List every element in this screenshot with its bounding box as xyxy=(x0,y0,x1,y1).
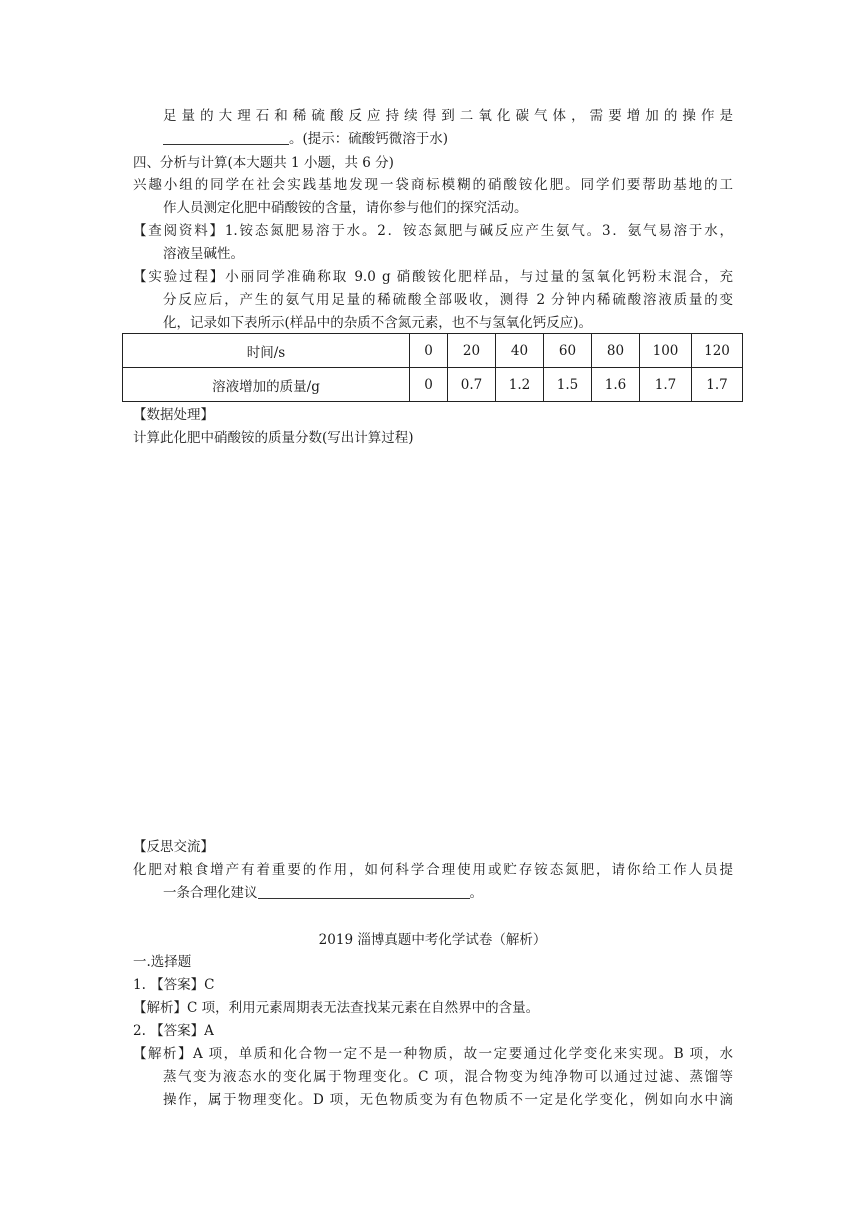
table-cell: 1.7 xyxy=(692,368,743,402)
table-cell: 1.2 xyxy=(496,368,544,402)
reference-text-line: 溶液呈碱性。 xyxy=(163,246,244,262)
table-row xyxy=(123,334,743,368)
question-text-line: 足量的大理石和稀硫酸反应持续得到二氧化碳气体，需要增加的操作是 xyxy=(163,108,733,124)
table-cell: 120 xyxy=(692,334,743,368)
reflect-text-line xyxy=(163,883,483,903)
table-cell: 100 xyxy=(640,334,692,368)
answer-line: 2. 【答案】A xyxy=(133,1023,214,1039)
reference-text-line: 【查阅资料】1.铵态氮肥易溶于水。2．铵态氮肥与碱反应产生氨气。3．氨气易溶于水， xyxy=(133,223,733,239)
answers-section-heading: 一.选择题 xyxy=(133,954,192,970)
subsection-heading: 【反思交流】 xyxy=(133,839,214,855)
answer-blank[interactable] xyxy=(258,884,470,899)
reflect-prefix: 一条合理化建议 xyxy=(163,885,258,901)
table-cell: 40 xyxy=(496,334,544,368)
table-cell: 1.6 xyxy=(592,368,640,402)
analysis-line: 【解析】C 项，利用元素周期表无法查找某元素在自然界中的含量。 xyxy=(133,1000,540,1016)
row-header: 溶液增加的质量/g xyxy=(123,368,410,402)
answer-workspace[interactable] xyxy=(133,455,733,830)
table-cell: 0.7 xyxy=(448,368,496,402)
table-cell: 80 xyxy=(592,334,640,368)
table-cell: 1.5 xyxy=(544,368,592,402)
analysis-line: 蒸气变为液态水的变化属于物理变化。C 项，混合物变为纯净物可以通过过滤、蒸馏等 xyxy=(163,1069,733,1085)
experiment-text-line: 分反应后，产生的氨气用足量的稀硫酸全部吸收，测得 2 分钟内稀硫酸溶液质量的变 xyxy=(163,292,733,308)
reflect-text-line: 化肥对粮食增产有着重要的作用，如何科学合理使用或贮存铵态氮肥，请你给工作人员提 xyxy=(133,862,733,878)
analysis-line: 【解析】A 项，单质和化合物一定不是一种物质，故一定要通过化学变化来实现。B 项，水 xyxy=(133,1046,733,1062)
table-row xyxy=(123,368,743,402)
data-table xyxy=(122,333,743,402)
table-cell: 60 xyxy=(544,334,592,368)
question-text-line xyxy=(163,129,448,149)
experiment-text-line: 【实验过程】小丽同学准确称取 9.0 g 硝酸铵化肥样品，与过量的氢氧化钙粉末混合，充 xyxy=(133,269,733,285)
reflect-suffix: 。 xyxy=(469,885,483,901)
answer-blank[interactable] xyxy=(163,130,289,145)
intro-text-line: 作人员测定化肥中硝酸铵的含量，请你参与他们的探究活动。 xyxy=(163,200,528,216)
experiment-text-line: 化，记录如下表所示(样品中的杂质不含氮元素，也不与氢氧化钙反应)。 xyxy=(163,315,593,331)
subsection-heading: 【数据处理】 xyxy=(133,407,214,423)
answer-line: 1. 【答案】C xyxy=(133,977,215,993)
section-heading: 四、分析与计算(本大题共 1 小题，共 6 分) xyxy=(133,155,394,171)
table-cell: 20 xyxy=(448,334,496,368)
analysis-line: 操作，属于物理变化。D 项，无色物质变为有色物质不一定是化学变化，例如向水中滴 xyxy=(163,1092,733,1108)
table-cell: 0 xyxy=(410,368,448,402)
row-header: 时间/s xyxy=(123,334,410,368)
hint-text: 。(提示：硫酸钙微溶于水) xyxy=(289,131,449,147)
table-cell: 1.7 xyxy=(640,368,692,402)
answers-title: 2019 淄博真题中考化学试卷（解析） xyxy=(318,932,547,948)
table-cell: 0 xyxy=(410,334,448,368)
intro-text-line: 兴趣小组的同学在社会实践基地发现一袋商标模糊的硝酸铵化肥。同学们要帮助基地的工 xyxy=(133,177,733,193)
question-text-line: 计算此化肥中硝酸铵的质量分数(写出计算过程) xyxy=(133,430,414,446)
